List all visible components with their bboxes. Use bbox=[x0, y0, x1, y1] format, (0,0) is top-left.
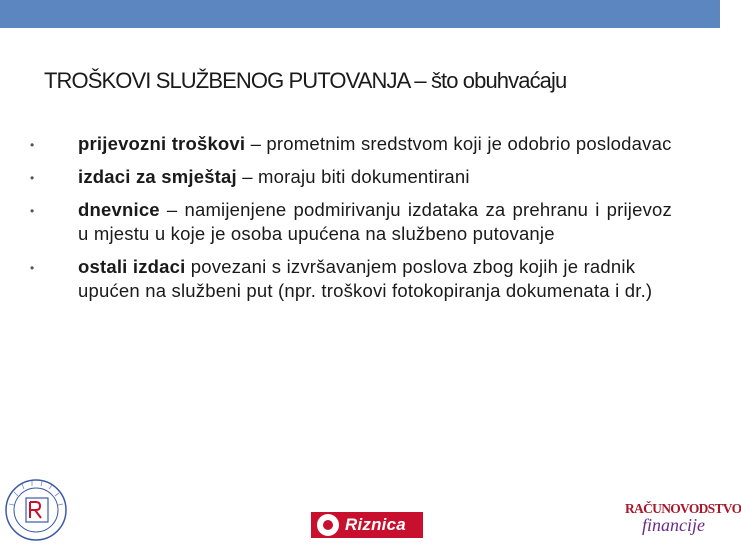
bullet-dot: • bbox=[30, 138, 35, 152]
slide-title: TROŠKOVI SLUŽBENOG PUTOVANJA – što obuhvaćaju bbox=[44, 68, 567, 93]
racunovodstvo-logo-bottom-text: financije bbox=[642, 515, 705, 535]
item-term: izdaci za smještaj bbox=[78, 166, 237, 187]
racunovodstvo-logo-top-text: RAČUNOVODSTVO bbox=[625, 501, 741, 516]
bullet-dot: • bbox=[30, 171, 35, 185]
item-text: – prometnim sredstvom koji je odobrio poslodavac bbox=[245, 133, 672, 154]
bullet-list bbox=[30, 132, 672, 312]
riznica-mark-icon bbox=[317, 514, 339, 536]
item-term: ostali izdaci bbox=[78, 256, 186, 277]
riznica-logo bbox=[311, 512, 423, 538]
seal-logo bbox=[2, 462, 72, 540]
top-band bbox=[0, 0, 720, 28]
item-text: povezani s izvršavanjem poslova zbog kojih je radnik upućen na službeni put (npr. troškovi fotokopiranja dokumenata i dr.) bbox=[78, 256, 653, 301]
list-item bbox=[30, 165, 672, 189]
item-term: prijevozni troškovi bbox=[78, 133, 246, 154]
item-text: – namijenjene podmirivanju izdataka za prehranu i prijevoz u mjestu u koje je osoba upućena na službeno putovanje bbox=[78, 199, 672, 244]
item-text: – moraju biti dokumentirani bbox=[236, 166, 470, 187]
racunovodstvo-logo bbox=[622, 495, 741, 540]
seal-logo-graphic bbox=[2, 462, 72, 540]
list-item bbox=[30, 198, 672, 246]
list-item bbox=[30, 132, 672, 156]
bullet-dot: • bbox=[30, 204, 35, 218]
bullet-dot: • bbox=[30, 261, 35, 275]
riznica-logo-text: Riznica bbox=[345, 515, 406, 534]
item-term: dnevnice bbox=[78, 199, 160, 220]
list-item bbox=[30, 255, 672, 303]
